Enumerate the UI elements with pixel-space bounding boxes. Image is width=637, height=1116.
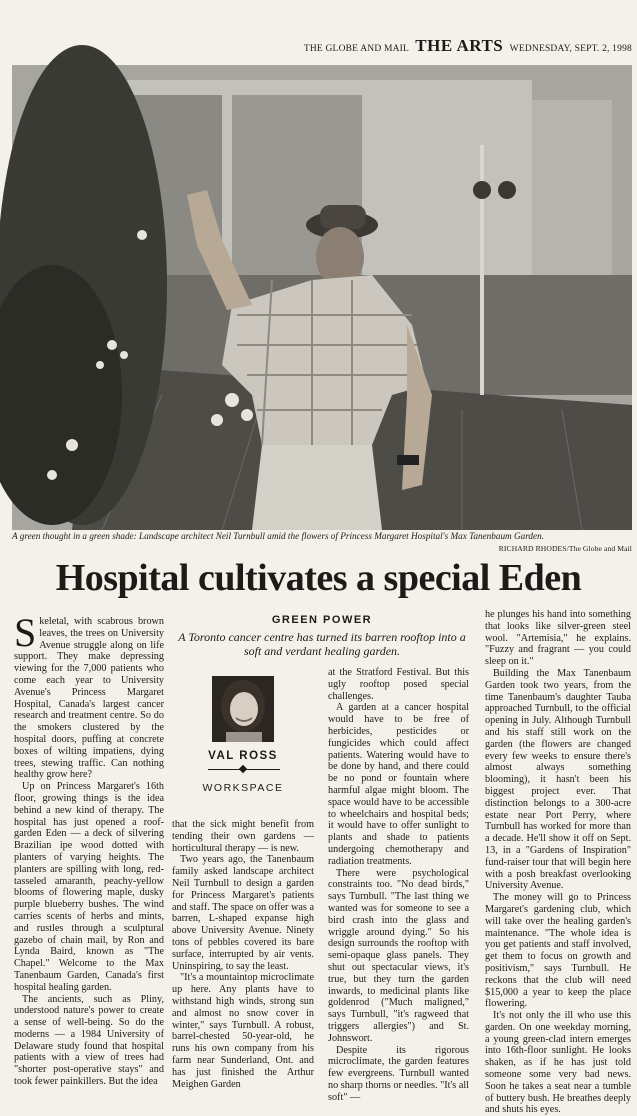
paragraph: Building the Max Tanenbaum Garden took two years, from the time Tanenbaum's daughter Tauba approached Turnbull, to the official opening in July. Although Turnbull and his staff still work on the garden (the flowers are changed every few weeks to ensure there's almost always something blooming), it hasn't been his biggest project ever. That distinction belongs to a 300-acre estate near Port Perry, where Turnbull has worked for more than a decade. He'll show it off on Sept. 13, in a "Gardens of Inspiration" fund-raiser tour that will begin here with a posh breakfast overlooking University Avenue. — [485, 667, 631, 892]
paragraph: Up on Princess Margaret's 16th floor, growing things is the idea behind a new kind of therapy. The hospital has just opened a roof-garden Eden — a deck of silvering Brazilian ipe wood dotted with planters of varying heights. The planters are spilling with long, red-tasseled amaranth, peachy-yellow blooms of flowering maple, dusky purple blueberry bushes. The wind carries scents of herbs and mints, and rustles through a sculptural gazebo of chain mail, by Ron and Lynda Baird, known as "The Chapel." Welcome to the Max Tanenbaum Garden, Canada's first hospital healing garden. — [14, 781, 164, 993]
paragraph: Skeletal, with scabrous brown leaves, the trees on University Avenue struggle along on life support. They make depressing viewing for the 7,000 patients who come each year to University Avenue's Princess Margaret Hospital, Canada's largest cancer research and treatment centre. So do the smokers clustered by the hospital doors, puffing at concrete boxes of wilting impatiens, dying trees, stewing traffic. Can nothing healthy grow here? — [14, 610, 164, 781]
section-name: THE ARTS — [415, 36, 504, 55]
headline: Hospital cultivates a special Eden — [55, 557, 582, 599]
paragraph: Despite its rigorous microclimate, the garden features few evergreens. Turnbull wanted no sharp thorns or needles. "It's all soft" — — [328, 1044, 469, 1103]
deck: A Toronto cancer centre has turned its barren rooftop into a soft and verdant healing garden. — [178, 630, 466, 658]
paragraph: The money will go to Princess Margaret's gardening club, which will take over the healing garden's maintenance. "The whole idea is you get patients and staff involved, get them to focus on growth and positivism," says Turnbull. He reckons that the club will need $15,000 a year to keep the place flowering. — [485, 892, 631, 1010]
byline-diamond — [239, 765, 247, 773]
author-name: VAL ROSS — [208, 750, 278, 762]
author-photo — [212, 676, 274, 742]
paragraph: "It's a mountaintop microclimate up here. Any plants have to withstand high winds, strong sun and almost no snow cover in winter," says Turnbull. A robust, barrel-chested 50-year-old, he runs his own company from his farm near Sunderland, Ont. and has just finished the Arthur Meighen Garden — [172, 972, 314, 1090]
paragraph: The ancients, such as Pliny, understood nature's power to create a sense of well-being. So do the moderns — a 1984 University of Delaware study found that hospital patients with a view of trees had "shorter post-operative stays" and took fewer painkillers. But the idea — [14, 993, 164, 1088]
paragraph: that the sick might benefit from tending their own gardens — horticultural therapy — is new. — [172, 819, 314, 854]
photo-caption: A green thought in a green shade: Landscape architect Neil Turnbull amid the flowers of Princess Margaret Hospital's Max Tanenbaum Garden. — [12, 531, 544, 541]
paragraph: It's not only the ill who use this garden. On one weekday morning, a young green-clad intern emerges into 16th-floor sunlight. He looks shaken, as if he has just told someone some very bad news. Soon he takes a seat near a tumble of buttery bush. He breathes deeply and shuts his eyes. — [485, 1010, 631, 1116]
issue-date: WEDNESDAY, SEPT. 2, 1998 — [509, 44, 632, 54]
paper-name: THE GLOBE AND MAIL — [303, 44, 409, 54]
garden-photo — [12, 65, 632, 530]
article-column-4 — [485, 609, 631, 1116]
paragraph: Two years ago, the Tanenbaum family asked landscape architect Neil Turnbull to design a garden for Princess Margaret's patients and staff. The space on offer was a barren, L-shaped expanse high above University Avenue. Ninety tons of pebbles covered its bare surface, interrupted by air vents. Uninspiring, to say the least. — [172, 854, 314, 972]
article-column-2 — [172, 819, 314, 1090]
article-column-3 — [328, 667, 469, 1103]
article-column-1 — [14, 610, 164, 1088]
photo-credit: RICHARD RHODES/The Globe and Mail — [498, 544, 632, 553]
drop-cap: S — [14, 610, 37, 655]
paragraph: There were psychological constraints too. "No dead birds," says Turnbull. "The last thing we wanted was for someone to see a bird crash into the glass and wriggle around dying." So his design surrounds the rooftop with semi-opaque glass panels. They shut out spectacular views, it's true, but they turn the garden inwards, to medicinal plants like goldenrod ("Much maligned," says Turnbull, "it's ragweed that triggers allergies") and St. Johnswort. — [328, 867, 469, 1044]
column-name: WORKSPACE — [202, 782, 284, 794]
kicker: GREEN POWER — [271, 614, 373, 626]
paragraph: he plunges his hand into something that looks like silver-green steel wool. "Artemisia," he explains. "Fuzzy and fragrant — you could sleep on it." — [485, 609, 631, 668]
paragraph: A garden at a cancer hospital would have to be free of herbicides, pesticides or fungicides which could affect patients. Watering would have to be done by hand, and there could be no pond or fountain where harmful algae might bloom. The space would have to be accessible to wheelchairs and hospital beds; it would have to offer sunlight to plants and shade to patients undergoing chemotherapy and radiation treatments. — [328, 702, 469, 867]
paragraph: at the Stratford Festival. But this ugly rooftop posed special challenges. — [328, 667, 469, 702]
